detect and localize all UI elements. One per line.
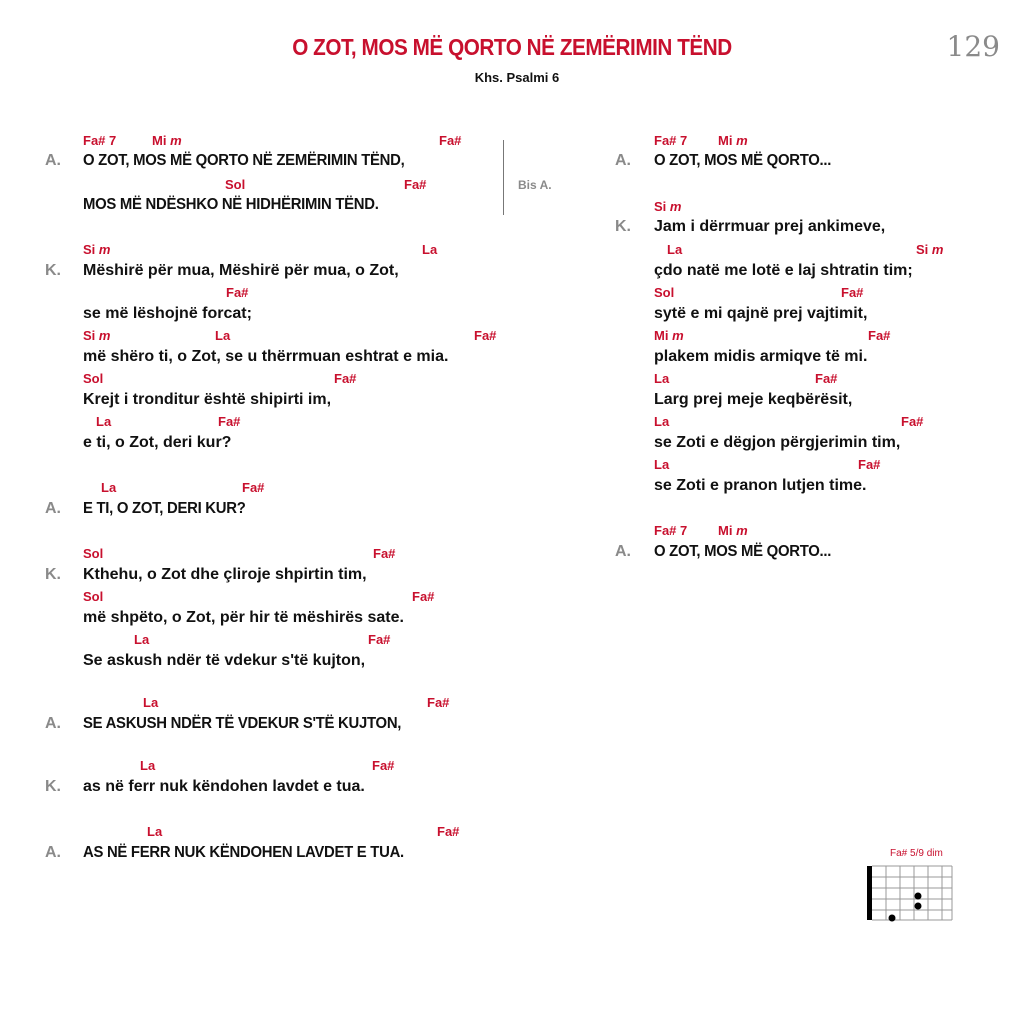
chord-label: La <box>140 758 156 773</box>
chord-label: Fa# 7 <box>654 523 688 538</box>
lyric-line: Mëshirë për mua, Mëshirë për mua, o Zot, <box>83 262 399 279</box>
lyric-line: E TI, O ZOT, DERI KUR? <box>83 500 246 517</box>
song-title: O ZOT, MOS MË QORTO NË ZEMËRIMIN TËND <box>292 34 732 60</box>
chord-label: Fa# <box>427 695 450 710</box>
chord-label: Fa# <box>868 328 891 343</box>
lyric-line: e ti, o Zot, deri kur? <box>83 434 232 451</box>
chord-label: Sol <box>83 589 104 604</box>
lyric-line: Kthehu, o Zot dhe çliroje shpirtin tim, <box>83 566 367 583</box>
lyric-line: Jam i dërrmuar prej ankimeve, <box>654 218 886 235</box>
chord-label: Fa# <box>242 480 265 495</box>
speaker-label: K. <box>45 566 61 583</box>
lyric-line: O ZOT, MOS MË QORTO... <box>654 543 832 560</box>
speaker-label: A. <box>45 500 61 517</box>
chord-label: Si m <box>916 242 944 257</box>
chord-label: La <box>147 824 163 839</box>
chord-diagram-grid <box>866 862 966 942</box>
chord-label: Fa# 7 <box>654 133 688 148</box>
chord-label: Sol <box>83 546 104 561</box>
chord-label: La <box>143 695 159 710</box>
lyric-line: Se askush ndër të vdekur s'të kujton, <box>83 652 366 669</box>
chord-label: Fa# <box>901 414 924 429</box>
lyric-line: O ZOT, MOS MË QORTO... <box>654 152 832 169</box>
chord-label: Si m <box>654 199 682 214</box>
chord-label: Fa# <box>815 371 838 386</box>
chord-label: Fa# <box>372 758 395 773</box>
chord-label: La <box>654 371 670 386</box>
chord-label: Fa# <box>437 824 460 839</box>
lyric-line: SE ASKUSH NDËR TË VDEKUR S'TË KUJTON, <box>83 715 402 732</box>
bis-label: Bis A. <box>518 178 552 192</box>
lyric-line: se Zoti e pranon lutjen time. <box>654 477 867 494</box>
chord-label: Mi m <box>718 133 748 148</box>
lyric-line: O ZOT, MOS MË QORTO NË ZEMËRIMIN TËND, <box>83 152 405 169</box>
lyric-line: MOS MË NDËSHKO NË HIDHËRIMIN TËND. <box>83 196 379 213</box>
chord-label: Fa# <box>334 371 357 386</box>
bis-bracket <box>503 140 504 215</box>
speaker-label: A. <box>45 715 61 732</box>
chord-label: Fa# <box>412 589 435 604</box>
lyric-line: më shpëto, o Zot, për hir të mëshirës sate. <box>83 609 404 626</box>
lyric-line: se më lëshojnë forcat; <box>83 305 252 322</box>
lyric-line: plakem midis armiqve të mi. <box>654 348 868 365</box>
chord-label: La <box>654 414 670 429</box>
speaker-label: K. <box>45 262 61 279</box>
speaker-label: A. <box>45 152 61 169</box>
chord-label: Fa# 7 <box>83 133 117 148</box>
chord-label: Si m <box>83 328 111 343</box>
page-number: 129 <box>946 30 1000 63</box>
chord-label: Si m <box>83 242 111 257</box>
chord-label: La <box>654 457 670 472</box>
chord-label: Fa# <box>439 133 462 148</box>
chord-label: Fa# <box>218 414 241 429</box>
chord-label: Fa# <box>858 457 881 472</box>
chord-label: Fa# <box>474 328 497 343</box>
lyric-line: Larg prej meje keqbërësit, <box>654 391 853 408</box>
chord-label: Fa# <box>373 546 396 561</box>
chord-label: La <box>96 414 112 429</box>
chord-label: La <box>101 480 117 495</box>
lyric-line: më shëro ti, o Zot, se u thërrmuan eshtrat e mia. <box>83 348 449 365</box>
chord-label: Mi m <box>654 328 684 343</box>
chord-label: Sol <box>83 371 104 386</box>
speaker-label: K. <box>615 218 631 235</box>
chord-label: Sol <box>225 177 246 192</box>
chord-label: Fa# <box>404 177 427 192</box>
chord-label: Fa# <box>841 285 864 300</box>
speaker-label: A. <box>45 844 61 861</box>
chord-label: Fa# <box>226 285 249 300</box>
chord-label: Mi m <box>718 523 748 538</box>
chord-diagram <box>866 848 966 928</box>
lyric-line: çdo natë me lotë e laj shtratin tim; <box>654 262 913 279</box>
chord-label: La <box>422 242 438 257</box>
speaker-label: A. <box>615 152 631 169</box>
song-subtitle: Khs. Psalmi 6 <box>474 70 560 85</box>
chord-label: Fa# <box>368 632 391 647</box>
lyric-line: Krejt i tronditur është shipirti im, <box>83 391 332 408</box>
chord-label: La <box>134 632 150 647</box>
speaker-label: K. <box>45 778 61 795</box>
lyric-line: as në ferr nuk këndohen lavdet e tua. <box>83 778 365 795</box>
chord-label: La <box>215 328 231 343</box>
chord-label: Mi m <box>152 133 182 148</box>
speaker-label: A. <box>615 543 631 560</box>
chord-label: La <box>667 242 683 257</box>
chord-label: Sol <box>654 285 675 300</box>
lyric-line: sytë e mi qajnë prej vajtimit, <box>654 305 868 322</box>
lyric-line: AS NË FERR NUK KËNDOHEN LAVDET E TUA. <box>83 844 404 861</box>
lyric-line: se Zoti e dëgjon përgjerimin tim, <box>654 434 901 451</box>
chord-diagram-label: Fa# 5/9 dim <box>890 848 943 859</box>
